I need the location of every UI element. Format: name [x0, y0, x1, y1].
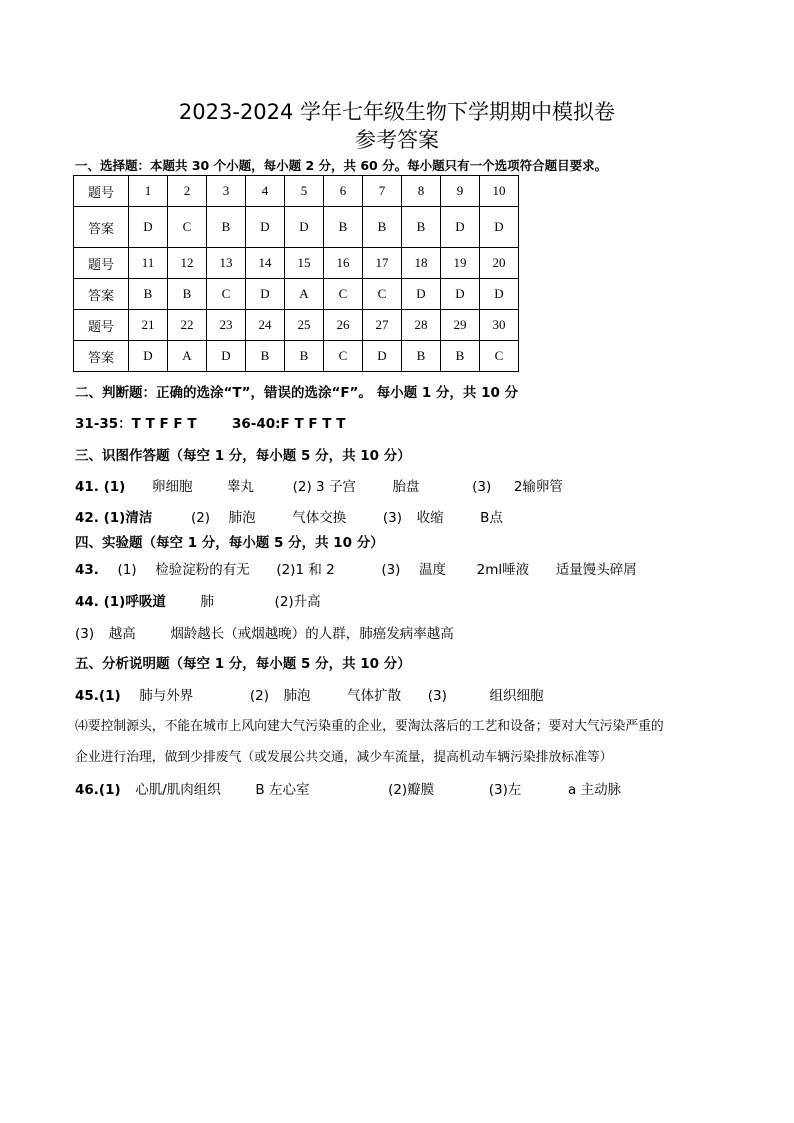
q42-answer-4: 收缩	[416, 510, 444, 526]
answer-cell: D	[402, 279, 441, 310]
question-number-cell: 16	[324, 248, 363, 279]
q44-answer-3: (2)升高	[274, 594, 321, 610]
table-row	[74, 341, 519, 372]
question-number-cell: 2	[168, 176, 207, 207]
q42-part3-label: (3)	[382, 510, 402, 526]
q46-answer-2: B 左心室	[255, 782, 310, 798]
question-number-cell: 15	[285, 248, 324, 279]
judge-answers-36-40: 36-40:F T F T T	[231, 416, 346, 432]
answer-cell: B	[207, 207, 246, 248]
table-row	[74, 207, 519, 248]
q43-answer-3: 温度	[419, 562, 447, 578]
q46-answer-3: (2)瓣膜	[388, 782, 435, 798]
question-number-cell: 8	[402, 176, 441, 207]
answer-cell: D	[129, 207, 168, 248]
question-number-cell: 19	[441, 248, 480, 279]
answer-cell: B	[441, 341, 480, 372]
q41-label: 41. (1)	[75, 479, 126, 495]
q43-label: 43.	[75, 562, 99, 578]
answer-cell: D	[285, 207, 324, 248]
num-row-label: 题号	[74, 310, 129, 341]
answer-cell: B	[168, 279, 207, 310]
answer-cell: B	[402, 341, 441, 372]
q41-line	[75, 475, 563, 495]
q42-part2-label: (2)	[190, 510, 211, 526]
q43-line	[75, 558, 637, 578]
question-number-cell: 29	[441, 310, 480, 341]
q41-part3-label: (3)	[472, 479, 492, 495]
question-number-cell: 3	[207, 176, 246, 207]
question-number-cell: 23	[207, 310, 246, 341]
q46-answer-5: a 主动脉	[568, 782, 622, 798]
q45-answer-5-line-2: 企业进行治理，做到少排废气（或发展公共交通，减少车流量，提高机动车辆污染排放标准等）	[75, 750, 613, 765]
answer-cell: D	[207, 341, 246, 372]
section1-heading: 一、选择题：本题共 30 个小题，每小题 2 分，共 60 分。每小题只有一个选项符合题目要求。	[75, 158, 608, 173]
question-number-cell: 17	[363, 248, 402, 279]
q45-part3-label: (3)	[427, 688, 447, 704]
q44-line-1	[75, 590, 321, 610]
question-number-cell: 22	[168, 310, 207, 341]
answer-cell: D	[480, 207, 519, 248]
q46-label: 46.(1)	[75, 782, 121, 798]
q45-label: 45.(1)	[75, 688, 121, 704]
q43-answer-2: (2)1 和 2	[276, 562, 335, 578]
answer-cell: D	[480, 279, 519, 310]
page-subtitle: 参考答案	[355, 128, 439, 152]
q44-part3-label: (3)	[75, 626, 95, 642]
question-number-cell: 25	[285, 310, 324, 341]
answer-cell: A	[285, 279, 324, 310]
question-number-cell: 26	[324, 310, 363, 341]
q43-part3-label: (3)	[381, 562, 401, 578]
answer-cell: B	[129, 279, 168, 310]
question-number-cell: 7	[363, 176, 402, 207]
answer-cell: C	[363, 279, 402, 310]
answer-cell: B	[246, 341, 285, 372]
answer-cell: C	[207, 279, 246, 310]
q46-answer-4: (3)左	[488, 782, 522, 798]
question-number-cell: 28	[402, 310, 441, 341]
ans-row-label: 答案	[74, 279, 129, 310]
answer-cell: D	[129, 341, 168, 372]
question-number-cell: 6	[324, 176, 363, 207]
q42-answer-5: B点	[480, 510, 503, 526]
num-row-label: 题号	[74, 248, 129, 279]
q44-answer-5: 烟龄越长（戒烟越晚）的人群，肺癌发病率越高	[170, 626, 454, 642]
q43-answer-5: 适量馒头碎屑	[555, 562, 637, 578]
q45-answer-5-line-1: ⑷要控制源头，不能在城市上风向建大气污染重的企业，要淘汰落后的工艺和设备；要对大气污染严重的	[75, 719, 664, 734]
question-number-cell: 11	[129, 248, 168, 279]
answer-cell: B	[402, 207, 441, 248]
q43-answer-4: 2ml唾液	[476, 562, 530, 578]
answer-cell: C	[324, 341, 363, 372]
answer-cell: D	[363, 341, 402, 372]
question-number-cell: 21	[129, 310, 168, 341]
question-number-cell: 1	[129, 176, 168, 207]
question-number-cell: 9	[441, 176, 480, 207]
q45-answer-2: 肺泡	[283, 688, 311, 704]
judge-answers-31-35: 31-35：T T F F T	[75, 416, 197, 432]
ans-row-label: 答案	[74, 341, 129, 372]
q45-answer-4: 组织细胞	[489, 688, 544, 704]
question-number-cell: 5	[285, 176, 324, 207]
q44-label: 44. (1)呼吸道	[75, 594, 166, 610]
q45-answer-3: 气体扩散	[347, 688, 402, 704]
q41-answer-2: 睾丸	[227, 479, 255, 495]
answer-cell: C	[324, 279, 363, 310]
answer-cell: B	[324, 207, 363, 248]
answer-cell: C	[480, 341, 519, 372]
question-number-cell: 24	[246, 310, 285, 341]
answer-cell: C	[168, 207, 207, 248]
question-number-cell: 14	[246, 248, 285, 279]
section3-heading: 三、识图作答题（每空 1 分，每小题 5 分，共 10 分）	[75, 448, 411, 464]
answer-cell: A	[168, 341, 207, 372]
question-number-cell: 12	[168, 248, 207, 279]
table-row	[74, 248, 519, 279]
q45-answer-1: 肺与外界	[139, 688, 194, 704]
q46-answer-1: 心肌/肌肉组织	[135, 782, 221, 798]
question-number-cell: 10	[480, 176, 519, 207]
page-title: 2023-2024 学年七年级生物下学期期中模拟卷	[178, 100, 616, 124]
q42-answer-2: 肺泡	[228, 510, 256, 526]
question-number-cell: 13	[207, 248, 246, 279]
question-number-cell: 20	[480, 248, 519, 279]
q41-answer-3: (2) 3 子宫	[292, 479, 356, 495]
question-number-cell: 30	[480, 310, 519, 341]
q44-line-2	[75, 622, 454, 642]
q42-answer-3: 气体交换	[292, 510, 347, 526]
question-number-cell: 18	[402, 248, 441, 279]
answer-cell: D	[441, 279, 480, 310]
q42-label: 42. (1)清洁	[75, 510, 153, 526]
q45-part2-label: (2)	[249, 688, 269, 704]
q41-answer-5: 2输卵管	[513, 479, 563, 495]
q43-answer-1: 检验淀粉的有无	[155, 562, 250, 578]
question-number-cell: 4	[246, 176, 285, 207]
section2-answers	[75, 412, 345, 432]
table-row	[74, 176, 519, 207]
q44-answer-2: 肺	[200, 594, 214, 610]
q45-line-1	[75, 684, 543, 704]
table-row	[74, 279, 519, 310]
q43-part1-label: (1)	[117, 562, 137, 578]
section4-heading: 四、实验题（每空 1 分，每小题 5 分，共 10 分）	[75, 535, 384, 551]
section2-heading: 二、判断题：正确的选涂“T”，错误的选涂“F”。 每小题 1 分，共 10 分	[75, 385, 519, 401]
answer-cell: D	[246, 207, 285, 248]
section5-heading: 五、分析说明题（每空 1 分，每小题 5 分，共 10 分）	[75, 656, 411, 672]
table-row	[74, 310, 519, 341]
ans-row-label: 答案	[74, 207, 129, 248]
q41-answer-4: 胎盘	[392, 479, 420, 495]
q44-answer-4: 越高	[108, 626, 136, 642]
answer-table	[73, 175, 519, 372]
q42-line	[75, 506, 503, 526]
num-row-label: 题号	[74, 176, 129, 207]
answer-cell: D	[441, 207, 480, 248]
answer-cell: D	[246, 279, 285, 310]
answer-cell: B	[285, 341, 324, 372]
q46-line	[75, 778, 621, 798]
q41-answer-1: 卵细胞	[151, 479, 193, 495]
answer-cell: B	[363, 207, 402, 248]
question-number-cell: 27	[363, 310, 402, 341]
